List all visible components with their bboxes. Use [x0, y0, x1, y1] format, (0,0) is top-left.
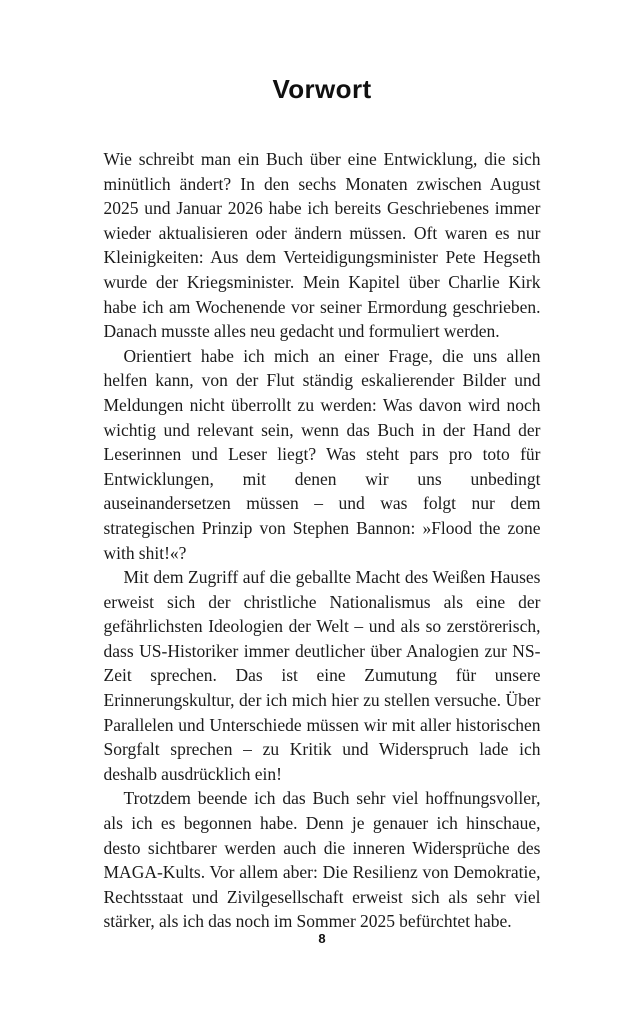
paragraph: Orientiert habe ich mich an einer Frage, die uns allen helfen kann, von der Flut ständig eskalierender Bilder und Meldungen nicht überrollt zu werden: Was davon wird noch wichtig und relevant sein, wenn das Buch in der Hand der Leserinnen und Leser liegt? Was steht pars pro toto für Entwicklungen, mit denen wir uns unbedingt auseinandersetzen müssen – und was folgt nur dem strategischen Prinzip von Stephen Bannon: »Flood the zone with shit!«? — [103, 345, 541, 563]
page-number: 8 — [318, 931, 326, 946]
paragraph: Mit dem Zugriff auf die geballte Macht des Weißen Hauses erweist sich der christliche Nationalismus als eine der gefährlichsten Ideologien der Welt – und als so zerstörerisch, dass US-Historiker immer deutlicher über Analogien zur NS-Zeit sprechen. Das ist eine Zumutung für unsere Erinnerungskultur, der ich mich hier zu stellen versuche. Über Parallelen und Unterschiede müssen wir mit aller historischen Sorgfalt sprechen – zu Kritik und Widerspruch lade ich deshalb ausdrücklich ein! — [103, 567, 541, 784]
chapter-title: Vorwort — [272, 74, 372, 104]
body-text-block — [104, 147, 541, 934]
paragraph: Wie schreibt man ein Buch über eine Entwicklung, die sich minütlich ändert? In den sechs Monaten zwischen August 2025 und Januar 2026 habe ich bereits Geschriebenes immer wieder aktualisieren oder ändern müssen. Oft waren es nur Kleinigkeiten: Aus dem Verteidigungsminister Pete Hegseth wurde der Kriegsminister. Mein Kapitel über Charlie Kirk habe ich am Wochenende vor seiner Ermordung geschrieben. Danach musste alles neu gedacht und formuliert werden. — [103, 149, 541, 342]
paragraph: Trotzdem beende ich das Buch sehr viel hoffnungsvoller, als ich es begonnen habe. Denn je genauer ich hinschaue, desto sichtbarer werden auch die inneren Widersprüche des MAGA-Kults. Vor allem aber: Die Resilienz von Demokratie, Rechtsstaat und Zivilgesellschaft erweist sich als sehr viel stärker, als ich das noch im Sommer 2025 befürchtet habe. — [103, 788, 541, 932]
